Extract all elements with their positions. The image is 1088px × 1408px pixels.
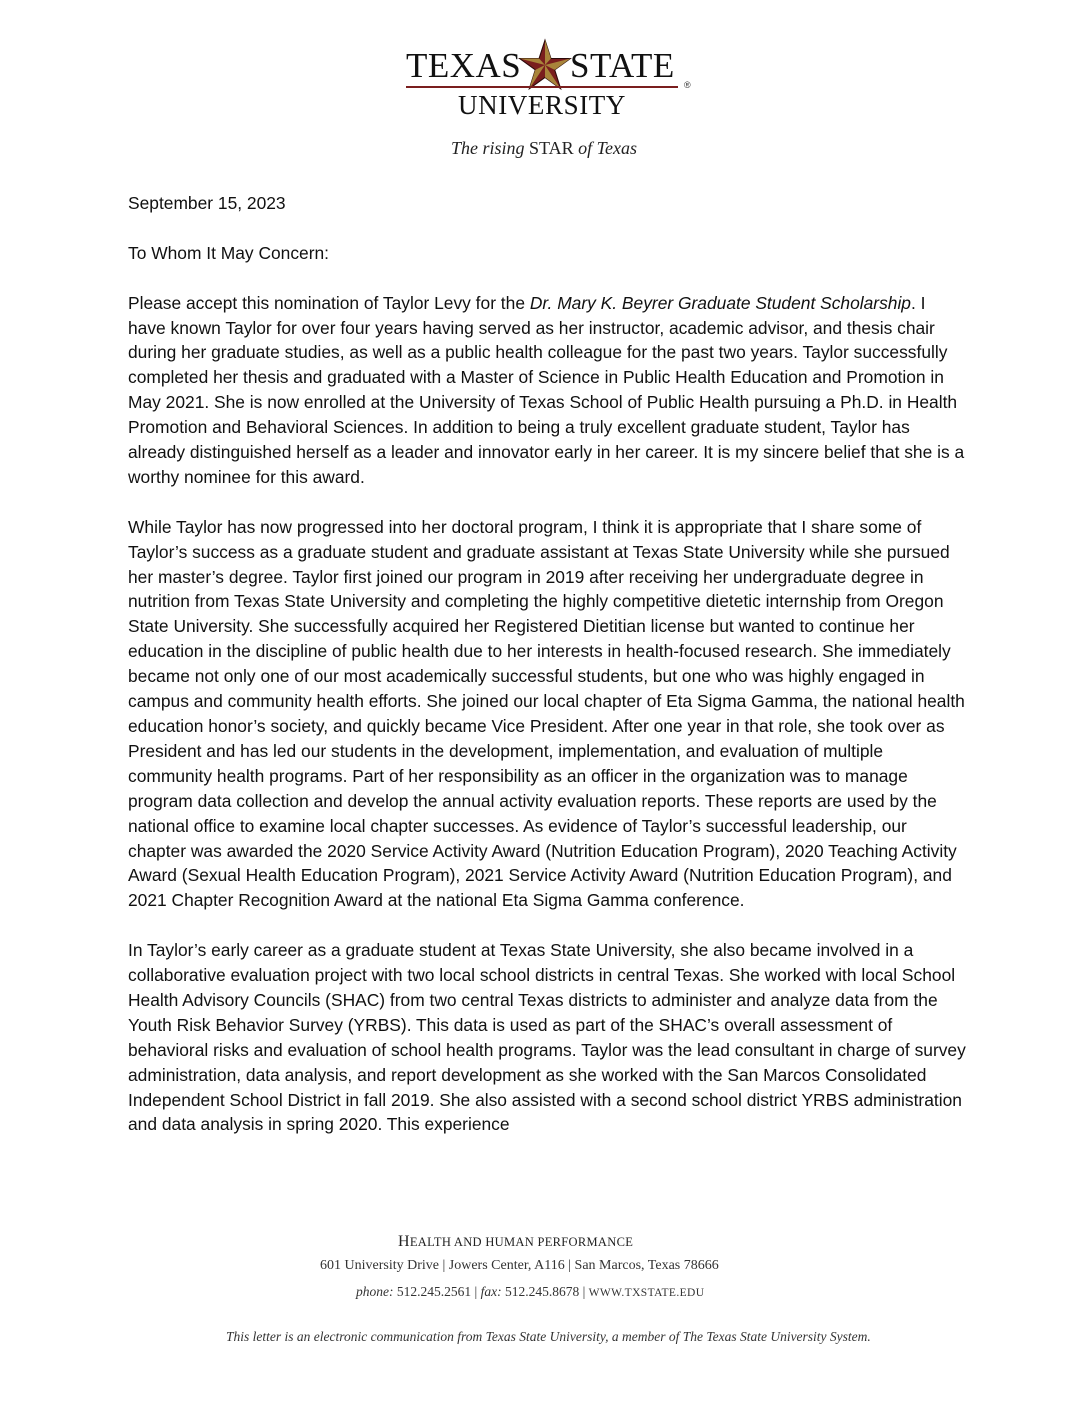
texas-star-icon xyxy=(518,38,572,92)
phone-label: phone: xyxy=(356,1284,394,1299)
letterhead xyxy=(394,28,700,164)
paragraph-3: In Taylor’s early career as a graduate student at Texas State University, she also became involved in a collaborative evaluation project with two local school districts in central Texas. She worked with local School Health Advisory Councils (SHAC) from two central Texas districts to administer and analyze data from the Youth Risk Behavior Survey (YRBS). This data is used as part of the SHAC’s overall assessment of behavioral risks and evaluation of school health programs. Taylor was the lead consultant in charge of survey administration, data analysis, and report development as she worked with the San Marcos Consolidated Independent School District in fall 2019. She also assisted with a second school district YRBS administration and data analysis in spring 2020. This experience xyxy=(128,940,966,1135)
dept-rest-2: HUMAN PERFORMANCE xyxy=(485,1235,634,1249)
tagline-part1: The rising xyxy=(451,138,530,158)
paragraph-2: While Taylor has now progressed into her doctoral program, I think it is appropriate that I share some of Taylor’s success as a graduate student and graduate assistant at Texas State University while she pursued her master’s degree. Taylor first joined our program in 2019 after receiving her undergraduate degree in nutrition from Texas State University and completing the highly competitive dietetic internship from Oregon State University. She successfully acquired her Registered Dietitian license but wanted to continue her education in the discipline of public health due to her interests in health-focused research. She immediately became not only one of our most academically successful students, but one who was highly engaged in campus and community health efforts. She joined our local chapter of Eta Sigma Gamma, the national health education honor’s society, and quickly became Vice President. After one year in that role, she took over as President and has led our students in the development, implementation, and evaluation of multiple community health programs. Part of her responsibility as an officer in the organization was to manage program data collection and develop the annual activity evaluation reports. These reports are used by the national office to examine local chapter successes. As evidence of Taylor’s successful leadership, our chapter was awarded the 2020 Service Activity Award (Nutrition Education Program), 2020 Teaching Activity Award (Sexual Health Education Program), 2021 Service Activity Award (Nutrition Education Program), and 2021 Chapter Recognition Award at the national Eta Sigma Gamma conference. xyxy=(128,516,965,911)
letter-body xyxy=(128,191,968,1162)
paragraph-1 xyxy=(128,291,968,490)
paragraph-1-rest: . I have known Taylor for over four years having served as her instructor, academic advisor, and thesis chair during her graduate studies, as well as a public health colleague for the past two years. Taylor successfully completed her thesis and graduated with a Master of Science in Public Health Education and Promotion in May 2021. She is now enrolled at the University of Texas School of Public Health pursuing a Ph.D. in Health Promotion and Behavioral Sciences. In addition to being a truly excellent graduate student, Taylor has already distinguished herself as a leader and innovator early in her career. It is my sincere belief that she is a worthy nominee for this award. xyxy=(128,292,965,487)
footer-contact xyxy=(356,1284,704,1300)
tagline-star: STAR xyxy=(529,138,574,158)
dept-rest-1: EALTH AND xyxy=(409,1235,486,1249)
letter-date: September 15, 2023 xyxy=(128,193,286,213)
salutation: To Whom It May Concern: xyxy=(128,242,330,263)
award-name: Dr. Mary K. Beyrer Graduate Student Scholarship xyxy=(529,292,911,313)
footer-address: 601 University Drive | Jowers Center, A116 | San Marcos, Texas 78666 xyxy=(320,1258,719,1273)
tagline-part2: of Texas xyxy=(573,138,637,158)
logo-word-texas: TEXAS xyxy=(406,46,522,85)
phone-number: 512.245.2561 | xyxy=(393,1284,481,1299)
registered-mark: ® xyxy=(684,80,691,90)
fax-number: 512.245.8678 | xyxy=(501,1284,589,1299)
tagline xyxy=(394,138,694,159)
footer-notice: This letter is an electronic communication from Texas State University, a member of The Texas State University System. xyxy=(226,1329,871,1344)
logo-word-university: UNIVERSITY xyxy=(458,90,626,120)
university-logo xyxy=(394,44,700,88)
paragraph-1-start: Please accept this nomination of Taylor Levy for the xyxy=(128,292,530,313)
logo-rule xyxy=(406,86,678,88)
dept-initial: H xyxy=(398,1233,410,1250)
department-name xyxy=(398,1233,633,1251)
website-link[interactable]: WWW.TXSTATE.EDU xyxy=(588,1287,705,1299)
logo-word-state: STATE xyxy=(570,46,675,85)
fax-label: fax: xyxy=(480,1284,502,1299)
